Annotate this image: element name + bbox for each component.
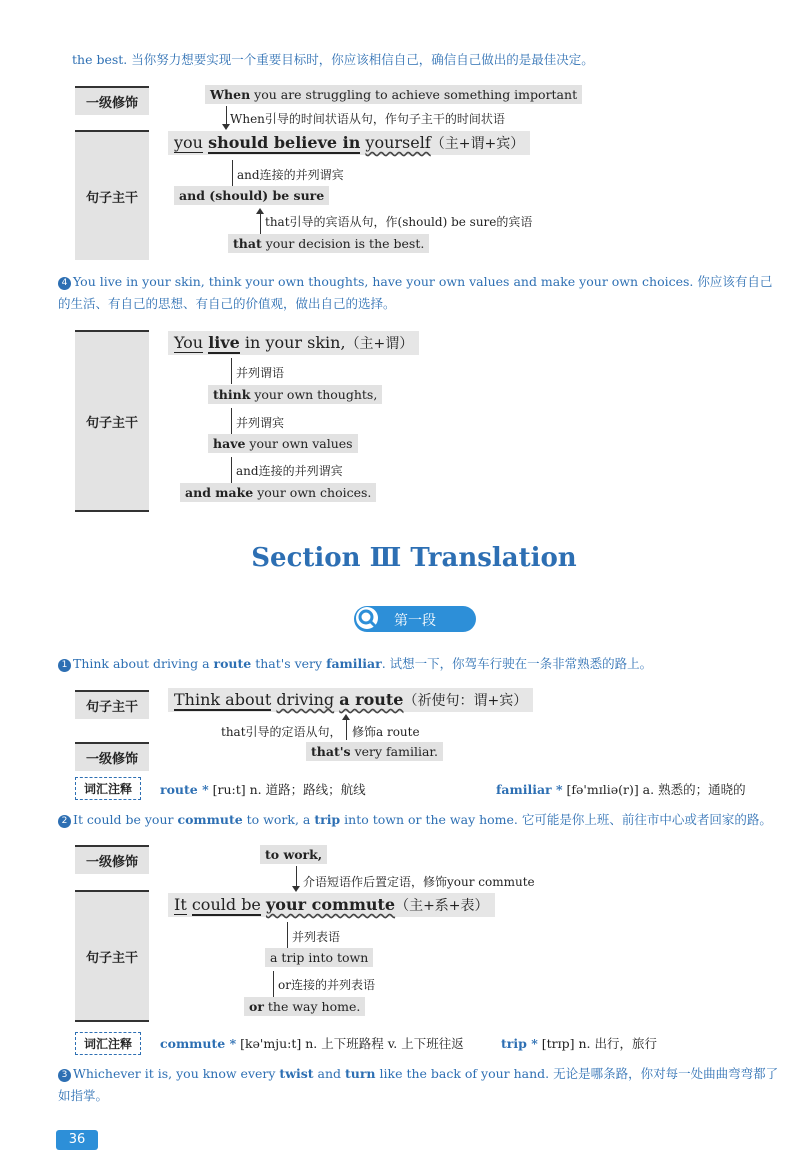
main-clause: you should believe in yourself（主+谓+宾） (168, 131, 530, 155)
make-phrase: and make your own choices. (180, 483, 376, 502)
note-4-3: and连接的并列谓宾 (236, 464, 343, 478)
sentence-1: 1 Think about driving a route that's very familiar. 试想一下，你驾车行驶在一条非常熟悉的路上。 (58, 653, 780, 675)
vocab-trip: trip * [trɪp] n. 出行，旅行 (501, 1036, 657, 1051)
main-clause-4: You live in your skin,（主+谓） (168, 331, 419, 355)
vocab-label-s2: 词汇注释 (75, 1032, 141, 1055)
section-title: Section Ⅲ Translation (251, 543, 577, 573)
note-that: that引导的宾语从句，作(should) be sure的宾语 (265, 215, 533, 229)
label-first-modifier: 一级修饰 (75, 86, 149, 115)
note-when: When引导的时间状语从句，作句子主干的时间状语 (230, 112, 505, 126)
vocab-familiar: familiar * [fə'mɪliə(r)] a. 熟悉的；通晓的 (496, 782, 746, 797)
main-clause-s2: It could be your commute（主+系+表） (168, 893, 495, 917)
label-main-clause-4: 句子主干 (75, 330, 149, 512)
note-s1-that: that引导的定语从句， (221, 725, 342, 739)
or-phrase: or the way home. (244, 997, 365, 1016)
search-icon (356, 607, 378, 629)
vocab-commute: commute * [kə'mju:t] n. 上下班路程 v. 上下班往返 (160, 1036, 464, 1051)
note-4-1: 并列谓语 (236, 366, 285, 380)
label-main-clause-s2: 句子主干 (75, 890, 149, 1022)
trip-phrase: a trip into town (265, 948, 373, 967)
label-main-clause: 句子主干 (75, 130, 149, 260)
sentence-2: 2 It could be your commute to work, a trip into town or the way home. 它可能是你上班、前往市中心或者回家的路。 (58, 809, 780, 831)
vocab-route: route * [ru:t] n. 道路；路线；航线 (160, 782, 366, 797)
paragraph-badge: 第一段 (354, 606, 476, 632)
sentence-4: 4 You live in your skin, think your own thoughts, have your own values and make your own choices. 你应该有自己的生活、有自己的思想、有自己的价值观，做出自己的选择。 (58, 274, 773, 311)
note-prep: 介语短语作后置定语，修饰your commute (303, 875, 535, 889)
note-s2-1: 并列表语 (292, 930, 341, 944)
that-clause-s1: that's very familiar. (306, 742, 443, 761)
note-s1-mod: 修饰a route (352, 725, 420, 739)
that-clause: that your decision is the best. (228, 234, 429, 253)
main-clause-s1: Think about driving a route（祈使句：谓+宾） (168, 688, 533, 712)
note-4-2: 并列谓宾 (236, 416, 285, 430)
and-phrase: and (should) be sure (174, 186, 329, 205)
when-clause: When you are struggling to achieve something important (205, 85, 582, 104)
note-s2-2: or连接的并列表语 (278, 978, 375, 992)
continued-translation: the best. 当你努力想要实现一个重要目标时，你应该相信自己，确信自己做出的是最佳决定。 (72, 52, 594, 67)
have-phrase: have your own values (208, 434, 358, 453)
label-modifier-s1: 一级修饰 (75, 742, 149, 771)
to-work: to work, (260, 845, 327, 864)
sentence-3: 3 Whichever it is, you know every twist and turn like the back of your hand. 无论是哪条路，你对每一处曲曲弯弯都了如指掌。 (58, 1066, 779, 1103)
label-main-clause-s1: 句子主干 (75, 690, 149, 719)
page-number: 36 (56, 1130, 98, 1150)
label-modifier-s2: 一级修饰 (75, 845, 149, 874)
vocab-label-s1: 词汇注释 (75, 777, 141, 800)
note-and: and连接的并列谓宾 (237, 168, 344, 182)
think-phrase: think your own thoughts, (208, 385, 382, 404)
